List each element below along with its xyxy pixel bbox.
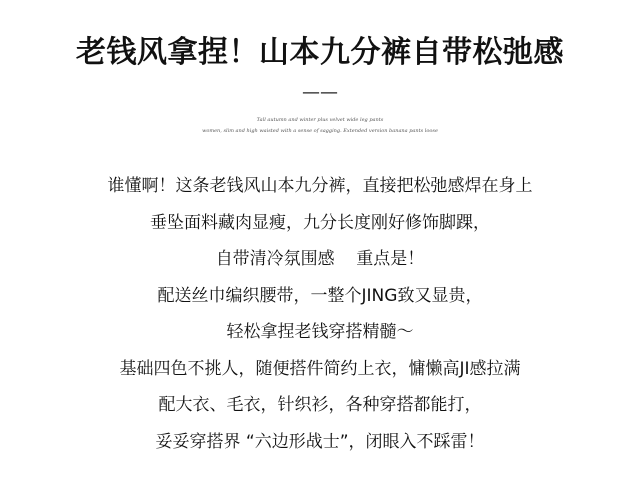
description-line-4: 配送丝巾编织腰带，一整个JING致又显贵， <box>157 285 483 306</box>
description-line-1: 谁懂啊！这条老钱风山本九分裤，直接把松弛感焊在身上 <box>107 176 533 196</box>
description-line-6: 基础四色不挑人，随便搭件简约上衣，慵懒高JI感拉满 <box>119 358 521 379</box>
description-line-3: 自带清冷氛围感 重点是！ <box>215 249 425 269</box>
description-line-7: 配大衣、毛衣，针织衫，各种穿搭都能打， <box>158 395 482 415</box>
description-line-2: 垂坠面料藏肉显瘦，九分长度刚好修饰脚踝， <box>150 212 490 233</box>
description-line-8: 妥妥穿搭界 “六边形战士”，闭眼入不踩雷！ <box>155 431 485 452</box>
page-title: 老钱风拿捏！山本九分裤自带松弛感 <box>76 35 564 70</box>
description-body <box>0 168 640 460</box>
description-line-5: 轻松拿捏老钱穿搭精髓～ <box>226 322 414 342</box>
english-subtitle-line-1: Tall autumn and winter plus velvet wide leg pants <box>256 117 384 123</box>
title-divider: —— <box>302 82 338 103</box>
english-subtitle-line-2: women, slim and high waisted with a sense of sagging. Extended version banana pants loose <box>202 128 438 134</box>
